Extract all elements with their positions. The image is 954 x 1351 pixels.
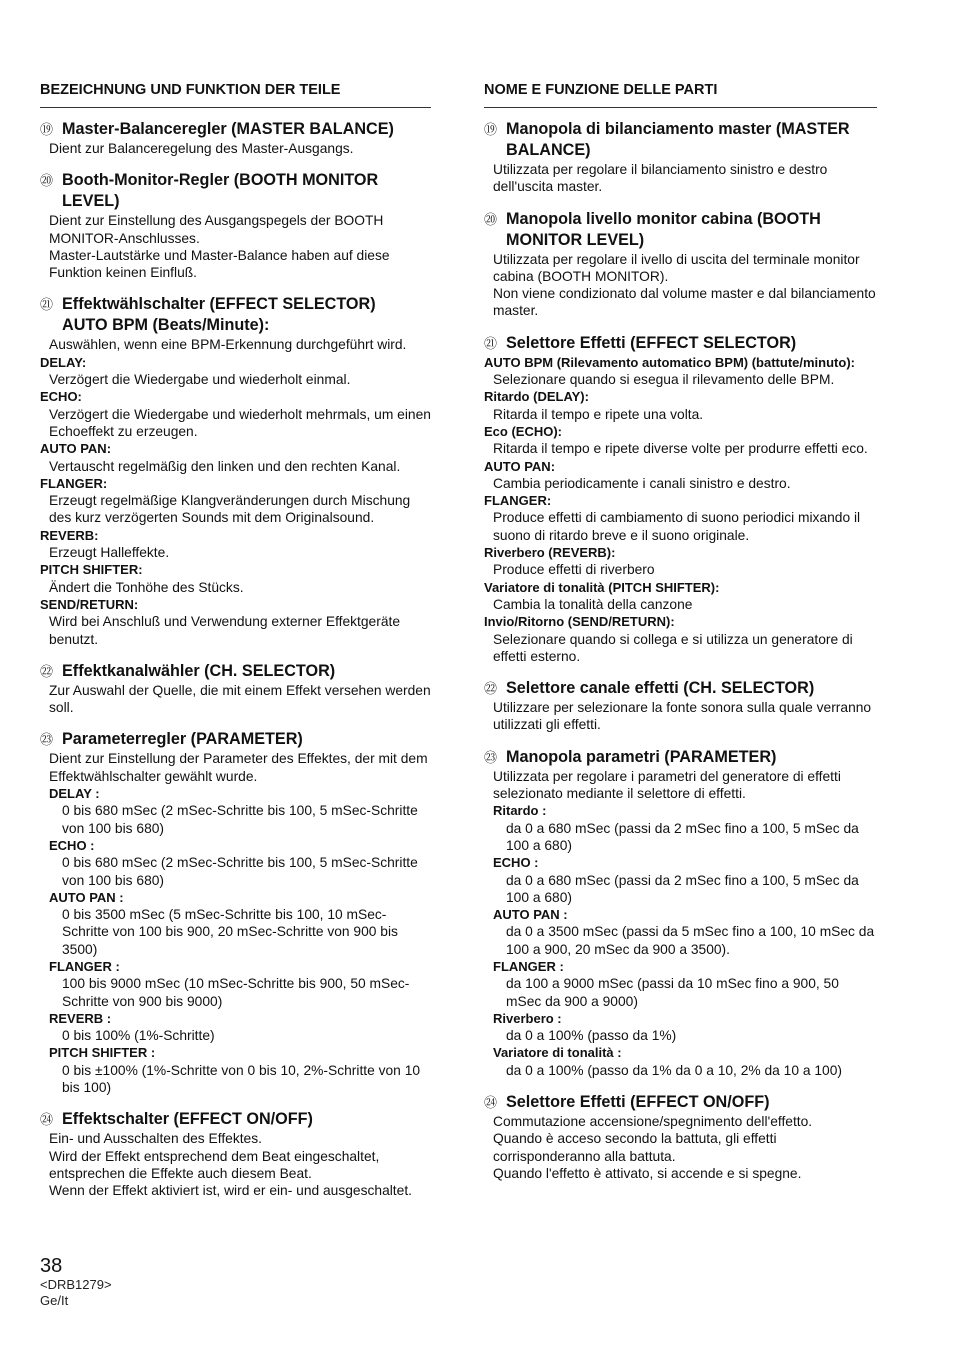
section bbox=[484, 747, 877, 1079]
column-heading: BEZEICHNUNG UND FUNKTION DER TEILE bbox=[40, 82, 431, 108]
option-item bbox=[484, 354, 877, 389]
option-description: Selezionare quando si collega e si utilizza un generatore di effetti esterno. bbox=[493, 631, 853, 664]
body-paragraph: Master-Lautstärke und Master-Balance haben auf diese Funktion keinen Einfluß. bbox=[49, 247, 390, 281]
option-label: FLANGER : bbox=[493, 958, 564, 974]
option-description: da 0 a 680 mSec (passi da 2 mSec fino a 100, 5 mSec da 100 a 680) bbox=[506, 820, 859, 853]
option-label: FLANGER : bbox=[49, 958, 120, 974]
option-list bbox=[484, 354, 877, 665]
option-description: Selezionare quando si esegua il rilevamento delle BPM. bbox=[493, 372, 835, 388]
option-description: da 0 a 100% (passo da 1%) bbox=[506, 1028, 677, 1044]
option-description: 0 bis ±100% (1%-Schritte von 0 bis 10, 2%-Schritte von 10 bis 100) bbox=[62, 1062, 421, 1096]
section bbox=[484, 678, 877, 734]
section-number: ⑲ bbox=[40, 122, 54, 137]
option-item bbox=[40, 388, 431, 440]
section-title-text: Selettore canale effetti (CH. SELECTOR) bbox=[506, 679, 815, 698]
option-description: Verzögert die Wiedergabe und wiederholt einmal. bbox=[49, 372, 351, 388]
option-description: 100 bis 9000 mSec (10 mSec-Schritte bis 900, 50 mSec-Schritte von 900 bis 9000) bbox=[62, 976, 410, 1009]
option-description: Produce effetti di cambiamento di suono periodici mixando il suono di ritardo breve e il suono originale. bbox=[493, 510, 861, 543]
section-subtitle: AUTO BPM (Beats/Minute): bbox=[62, 316, 270, 335]
parameter-item bbox=[484, 906, 877, 958]
section-title bbox=[40, 661, 431, 682]
option-description: Erzeugt Halleffekte. bbox=[49, 545, 170, 561]
parameter-item bbox=[40, 785, 431, 837]
parameter-item bbox=[484, 802, 877, 854]
section-title-text: Selettore Effetti (EFFECT ON/OFF) bbox=[506, 1093, 770, 1112]
option-item bbox=[484, 579, 877, 614]
parameter-item bbox=[40, 889, 431, 958]
body-paragraph: Auswählen, wenn eine BPM-Erkennung durchgeführt wird. bbox=[49, 337, 407, 353]
section-title bbox=[40, 729, 431, 750]
option-label: Invio/Ritorno (SEND/RETURN): bbox=[484, 614, 675, 630]
option-item bbox=[484, 613, 877, 665]
page-number: 38 bbox=[40, 1255, 63, 1277]
option-description: da 100 a 9000 mSec (passi da 10 mSec fino a 900, 50 mSec da 900 a 9000) bbox=[506, 976, 839, 1009]
option-description: Verzögert die Wiedergabe und wiederholt mehrmals, um einen Echoeffekt zu erzeugen. bbox=[49, 406, 431, 439]
option-label: Variatore di tonalità (PITCH SHIFTER): bbox=[484, 579, 720, 595]
option-label: Eco (ECHO): bbox=[484, 423, 562, 439]
parameter-item bbox=[484, 1044, 877, 1079]
option-label: FLANGER: bbox=[40, 475, 108, 491]
body-paragraph: Dient zur Einstellung der Parameter des Effektes, der mit dem Effektwählschalter gewählt wurde. bbox=[49, 751, 428, 784]
section-title-text: Manopola parametri (PARAMETER) bbox=[506, 747, 777, 766]
section-title bbox=[484, 747, 877, 768]
body-paragraph: Zur Auswahl der Quelle, die mit einem Effekt versehen werden soll. bbox=[49, 682, 431, 716]
option-item bbox=[40, 354, 431, 389]
option-item bbox=[40, 596, 431, 648]
section bbox=[40, 661, 431, 717]
option-description: Erzeugt regelmäßige Klangveränderungen durch Mischung des kurz verzögerten Sounds mit dem Originalsound. bbox=[49, 493, 411, 526]
left-column bbox=[40, 82, 431, 1213]
section-title-text: Master-Balanceregler (MASTER BALANCE) bbox=[62, 120, 394, 138]
body-paragraph: Wenn der Effekt aktiviert ist, wird er ein- und ausgeschaltet. bbox=[49, 1183, 412, 1199]
parameter-item bbox=[484, 958, 877, 1010]
page-footer bbox=[40, 1255, 112, 1309]
option-label: DELAY : bbox=[49, 786, 100, 802]
option-item bbox=[40, 475, 431, 527]
section-title-text: Manopola livello monitor cabina (BOOTH MONITOR LEVEL) bbox=[506, 209, 821, 249]
option-label: AUTO PAN: bbox=[40, 441, 112, 457]
sections bbox=[484, 119, 877, 1182]
option-description: Ritarda il tempo e ripete una volta. bbox=[493, 406, 704, 422]
section-title bbox=[484, 119, 877, 161]
option-label: Riverbero (REVERB): bbox=[484, 545, 616, 561]
option-label: ECHO : bbox=[49, 837, 95, 853]
document-code: <DRB1279> bbox=[40, 1277, 112, 1292]
section-title bbox=[40, 1109, 431, 1130]
parameter-item bbox=[40, 1044, 431, 1096]
option-description: Vertauscht regelmäßig den linken und den rechten Kanal. bbox=[49, 458, 401, 474]
option-description: Cambia periodicamente i canali sinistro e destro. bbox=[493, 475, 791, 491]
parameter-list bbox=[40, 785, 431, 1096]
option-label: Riverbero : bbox=[493, 1010, 562, 1026]
option-description: 0 bis 680 mSec (2 mSec-Schritte bis 100, 5 mSec-Schritte von 100 bis 680) bbox=[62, 803, 418, 836]
body-paragraph: Utilizzata per regolare il ivello di uscita del terminale monitor cabina (BOOTH MONITOR). bbox=[493, 251, 860, 284]
body-paragraph: Utilizzata per regolare i parametri del generatore di effetti selezionato mediante il selettore di effetti. bbox=[493, 768, 841, 802]
section bbox=[484, 333, 877, 665]
option-label: Ritardo : bbox=[493, 803, 547, 819]
option-label: ECHO: bbox=[40, 389, 82, 405]
section-title bbox=[40, 119, 431, 140]
parameter-item bbox=[484, 1010, 877, 1045]
section-title bbox=[484, 333, 877, 354]
option-label: REVERB : bbox=[49, 1010, 112, 1026]
option-description: da 0 a 100% (passo da 1% da 0 a 10, 2% da 10 a 100) bbox=[506, 1062, 842, 1078]
body-paragraph: Commutazione accensione/spegnimento dell'effetto. bbox=[493, 1114, 813, 1130]
option-label: DELAY: bbox=[40, 354, 87, 370]
option-label: PITCH SHIFTER : bbox=[49, 1045, 156, 1061]
section-number: ㉓ bbox=[40, 732, 54, 748]
body-paragraph: Quando l'effetto è attivato, si accende e si spegne. bbox=[493, 1165, 802, 1181]
option-item bbox=[484, 388, 877, 423]
section bbox=[40, 294, 431, 647]
body-paragraph: Utilizzare per selezionare la fonte sonora sulla quale verranno utilizzati gli effetti. bbox=[493, 700, 872, 733]
section bbox=[484, 1092, 877, 1182]
option-item bbox=[40, 561, 431, 596]
option-label: Variatore di tonalità : bbox=[493, 1045, 622, 1061]
option-description: Cambia la tonalità della canzone bbox=[493, 596, 693, 612]
section-title bbox=[484, 678, 877, 699]
section bbox=[40, 170, 431, 281]
option-label: PITCH SHIFTER: bbox=[40, 562, 143, 578]
option-description: Wird bei Anschluß und Verwendung externer Effektgeräte benutzt. bbox=[49, 614, 401, 647]
section-title bbox=[40, 294, 431, 315]
option-label: REVERB: bbox=[40, 527, 99, 543]
option-description: da 0 a 680 mSec (passi da 2 mSec fino a 100, 5 mSec da 100 a 680) bbox=[506, 872, 859, 905]
section-number: ㉑ bbox=[40, 297, 54, 313]
option-description: Produce effetti di riverbero bbox=[493, 562, 655, 578]
section-number: ㉔ bbox=[484, 1095, 498, 1111]
body-paragraph: Dient zur Balanceregelung des Master-Ausgangs. bbox=[49, 141, 354, 156]
body-paragraph: Utilizzata per regolare il bilanciamento sinistro e destro dell'uscita master. bbox=[493, 162, 828, 195]
section-number: ⑲ bbox=[484, 122, 498, 137]
option-description: Ändert die Tonhöhe des Stücks. bbox=[49, 579, 244, 595]
option-item bbox=[40, 440, 431, 475]
option-label: FLANGER: bbox=[484, 493, 552, 509]
language-code: Ge/It bbox=[40, 1293, 69, 1308]
section-title-text: Effektschalter (EFFECT ON/OFF) bbox=[62, 1110, 313, 1129]
option-description: 0 bis 3500 mSec (5 mSec-Schritte bis 100, 10 mSec-Schritte von 100 bis 900, 20 mSec-Schritte von 900 bis 3500) bbox=[62, 907, 398, 957]
parameter-item bbox=[40, 958, 431, 1010]
right-column bbox=[484, 82, 877, 1195]
option-list bbox=[40, 354, 431, 648]
section-number: ⑳ bbox=[40, 173, 54, 189]
parameter-item bbox=[40, 837, 431, 889]
section-number: ㉒ bbox=[40, 663, 54, 679]
body-paragraph: Quando è acceso secondo la battuta, gli effetti corrisponderanno alla battuta. bbox=[493, 1131, 777, 1164]
section-title-text: Parameterregler (PARAMETER) bbox=[62, 730, 303, 749]
section-number: ㉓ bbox=[484, 749, 498, 765]
section-title bbox=[484, 1092, 877, 1113]
option-description: da 0 a 3500 mSec (passi da 5 mSec fino a 100, 10 mSec da 100 a 900, 20 mSec da 900 a 3500). bbox=[506, 924, 875, 957]
parameter-list bbox=[484, 802, 877, 1079]
section-title-text: Manopola di bilanciamento master (MASTER BALANCE) bbox=[506, 120, 850, 159]
option-item bbox=[40, 527, 431, 562]
parameter-item bbox=[484, 854, 877, 906]
option-item bbox=[484, 544, 877, 579]
body-paragraph: Ein- und Ausschalten des Effektes. bbox=[49, 1131, 262, 1147]
section-title-text: Booth-Monitor-Regler (BOOTH MONITOR LEVEL) bbox=[62, 171, 379, 211]
section-number: ㉔ bbox=[40, 1112, 54, 1128]
section-number: ㉒ bbox=[484, 681, 498, 697]
section bbox=[40, 119, 431, 157]
option-label: AUTO PAN : bbox=[493, 907, 568, 923]
option-item bbox=[484, 458, 877, 493]
option-label: ECHO : bbox=[493, 855, 539, 871]
option-description: 0 bis 680 mSec (2 mSec-Schritte bis 100, 5 mSec-Schritte von 100 bis 680) bbox=[62, 855, 418, 888]
column-heading: NOME E FUNZIONE DELLE PARTI bbox=[484, 82, 877, 108]
section bbox=[40, 1109, 431, 1199]
option-description: 0 bis 100% (1%-Schritte) bbox=[62, 1028, 215, 1044]
body-paragraph: Dient zur Einstellung des Ausgangspegels der BOOTH MONITOR-Anschlusses. bbox=[49, 213, 384, 246]
body-paragraph: Non viene condizionato dal volume master e dal bilanciamento master. bbox=[493, 286, 876, 319]
section bbox=[484, 209, 877, 320]
option-label: AUTO PAN: bbox=[484, 458, 556, 474]
section bbox=[484, 119, 877, 196]
option-item bbox=[484, 492, 877, 544]
section-title bbox=[484, 209, 877, 251]
section-number: ㉑ bbox=[484, 335, 498, 351]
option-label: AUTO BPM (Rilevamento automatico BPM) (battute/minuto): bbox=[484, 354, 855, 370]
option-description: Ritarda il tempo e ripete diverse volte per produrre effetti eco. bbox=[493, 441, 868, 457]
section-number: ⑳ bbox=[484, 211, 498, 227]
option-label: SEND/RETURN: bbox=[40, 596, 139, 612]
body-paragraph: Wird der Effekt entsprechend dem Beat eingeschaltet, entsprechen die Effekte auch diesem Beat. bbox=[49, 1148, 380, 1181]
option-label: Ritardo (DELAY): bbox=[484, 389, 589, 405]
section-title-text: Effektkanalwähler (CH. SELECTOR) bbox=[62, 661, 336, 680]
option-label: AUTO PAN : bbox=[49, 889, 124, 905]
parameter-item bbox=[40, 1010, 431, 1045]
section-title bbox=[40, 170, 431, 212]
section bbox=[40, 729, 431, 1096]
sections bbox=[40, 119, 431, 1200]
section-title-text: Effektwählschalter (EFFECT SELECTOR) bbox=[62, 295, 376, 314]
section-title-text: Selettore Effetti (EFFECT SELECTOR) bbox=[506, 333, 797, 352]
option-item bbox=[484, 423, 877, 458]
